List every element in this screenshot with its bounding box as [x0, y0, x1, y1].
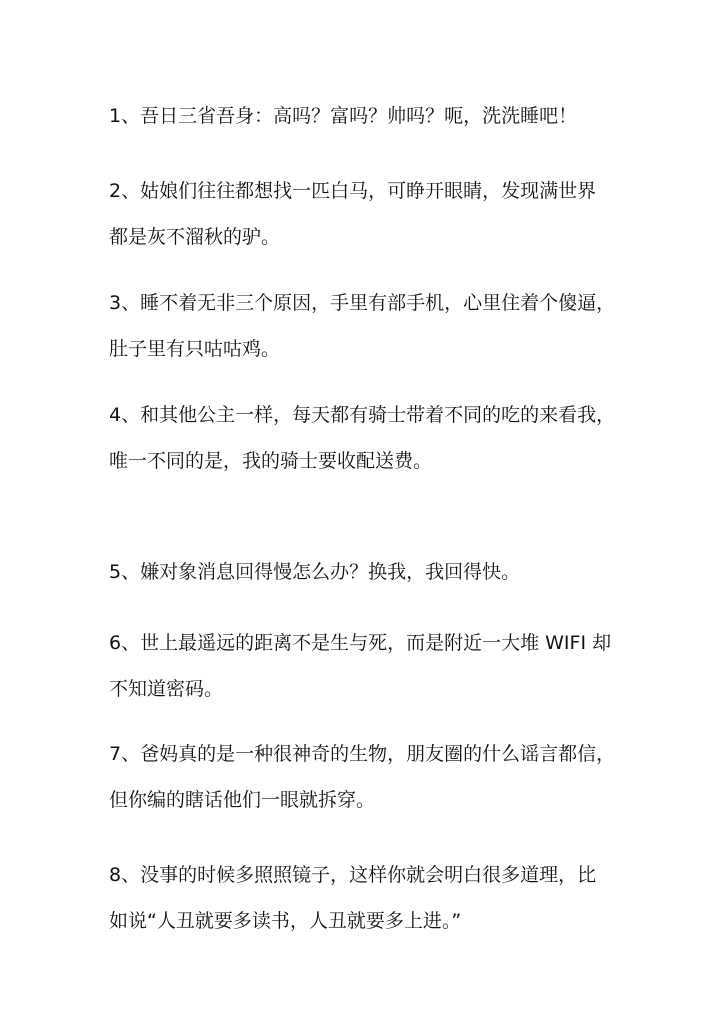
joke-paragraph-4: [109, 392, 629, 484]
paragraph-line: 肚子里有只咕咕鸡。: [109, 338, 281, 360]
paragraph-line: 3、睡不着无非三个原因，手里有部手机，心里住着个傻逼，: [109, 292, 616, 314]
joke-paragraph-8: [109, 852, 629, 944]
joke-paragraph-7: [109, 731, 629, 823]
joke-paragraph-6: [109, 620, 629, 712]
joke-paragraph-2: [109, 168, 629, 260]
paragraph-line: 都是灰不溜秋的驴。: [109, 226, 281, 248]
paragraph-line: 唯一不同的是，我的骑士要收配送费。: [109, 450, 433, 472]
paragraph-line: 1、吾日三省吾身：高吗？富吗？帅吗？呃，洗洗睡吧！: [109, 105, 578, 127]
paragraph-line: 如说“人丑就要多读书，人丑就要多上进。”: [109, 910, 462, 932]
joke-paragraph-1: [109, 93, 629, 139]
paragraph-line: 2、姑娘们往往都想找一匹白马，可睁开眼睛，发现满世界: [109, 180, 597, 202]
paragraph-line: 5、嫌对象消息回得慢怎么办？换我，我回得快。: [109, 561, 521, 583]
joke-paragraph-3: [109, 280, 629, 372]
paragraph-line: 但你编的瞎话他们一眼就拆穿。: [109, 789, 376, 811]
paragraph-line: 不知道密码。: [109, 678, 224, 700]
joke-paragraph-5: [109, 549, 629, 595]
paragraph-line: 4、和其他公主一样，每天都有骑士带着不同的吃的来看我，: [109, 404, 616, 426]
paragraph-line: 8、没事的时候多照照镜子，这样你就会明白很多道理，比: [109, 864, 597, 886]
paragraph-line: 7、爸妈真的是一种很神奇的生物，朋友圈的什么谣言都信，: [109, 743, 616, 765]
paragraph-line: 6、世上最遥远的距离不是生与死，而是附近一大堆 WIFI 却: [109, 632, 612, 654]
